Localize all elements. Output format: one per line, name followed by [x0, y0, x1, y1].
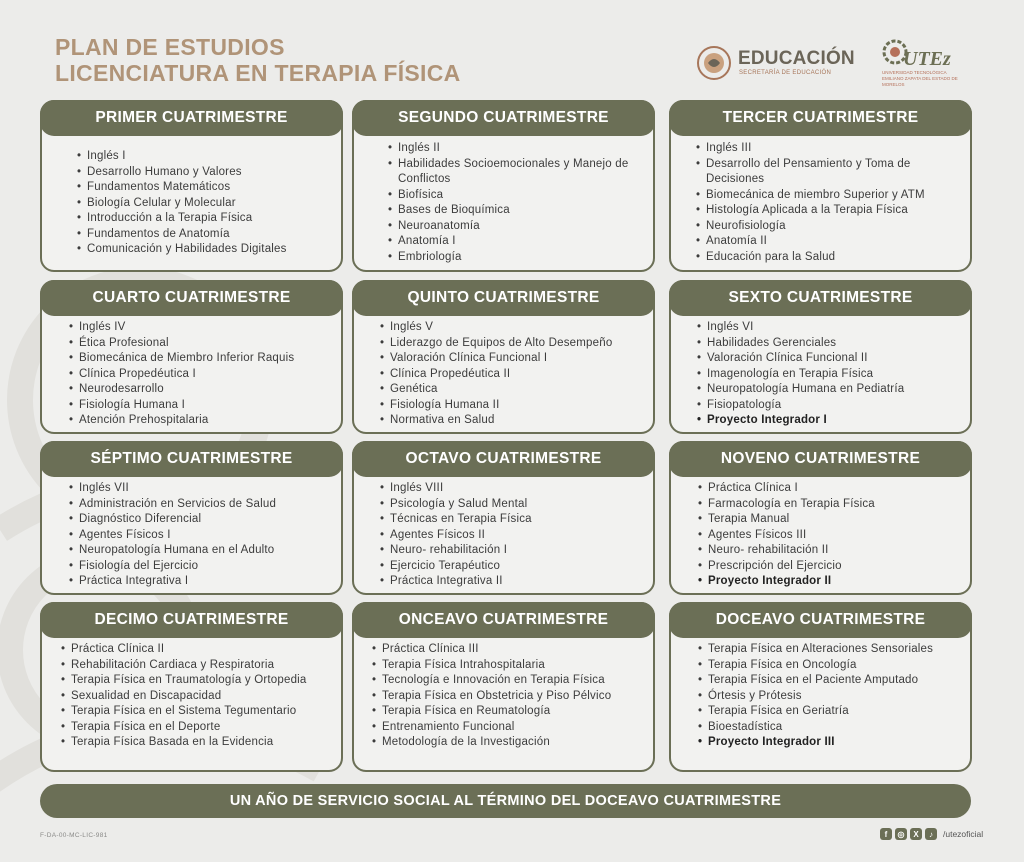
subject-item: • Tecnología e Innovación en Terapia Física	[372, 673, 649, 689]
subject-item: • Terapia Física en Geriatría	[698, 704, 966, 720]
term-card-6	[669, 280, 972, 434]
subject-item: • Órtesis y Prótesis	[698, 689, 966, 705]
subject-item: • Imagenología en Terapia Física	[697, 367, 966, 383]
subject-item: • Biomecánica de Miembro Inferior Raquis	[69, 351, 337, 367]
subject-item: • Valoración Clínica Funcional I	[380, 351, 649, 367]
subject-item: • Biomecánica de miembro Superior y ATM	[696, 188, 966, 204]
subject-item: • Fisiopatología	[697, 398, 966, 414]
subject-item-highlight: • Proyecto Integrador III	[698, 735, 966, 751]
subject-item: • Inglés VIII	[380, 481, 649, 497]
term-title: QUINTO CUATRIMESTRE	[352, 280, 655, 316]
subject-list	[69, 320, 337, 429]
subject-item: • Habilidades Gerenciales	[697, 336, 966, 352]
subject-item: • Ejercicio Terapéutico	[380, 559, 649, 575]
title-line-2: LICENCIATURA EN TERAPIA FÍSICA	[55, 60, 461, 86]
term-card-1	[40, 100, 343, 272]
subject-item: • Entrenamiento Funcional	[372, 720, 649, 736]
subject-list	[388, 141, 649, 265]
subject-item: • Liderazgo de Equipos de Alto Desempeño	[380, 336, 649, 352]
subject-item: • Terapia Física Intrahospitalaria	[372, 658, 649, 674]
title-line-1: PLAN DE ESTUDIOS	[55, 34, 285, 60]
tiktok-icon[interactable]: ♪	[925, 828, 937, 840]
subject-item: • Educación para la Salud	[696, 250, 966, 266]
subject-item: • Neuroanatomía	[388, 219, 649, 235]
subject-item: • Terapia Manual	[698, 512, 966, 528]
term-card-9	[669, 441, 972, 595]
subject-item: • Clínica Propedéutica I	[69, 367, 337, 383]
subject-item: • Terapia Física en el Deporte	[61, 720, 337, 736]
subject-item: • Práctica Integrativa I	[69, 574, 337, 590]
subject-item: • Neuro- rehabilitación II	[698, 543, 966, 559]
subject-item: • Inglés VI	[697, 320, 966, 336]
subject-item: • Prescripción del Ejercicio	[698, 559, 966, 575]
subject-item: • Fundamentos Matemáticos	[77, 180, 337, 196]
subject-item: • Metodología de la Investigación	[372, 735, 649, 751]
subject-item: • Inglés II	[388, 141, 649, 157]
subject-item: • Bioestadística	[698, 720, 966, 736]
subject-item: • Bases de Bioquímica	[388, 203, 649, 219]
subject-item: • Terapia Física en Alteraciones Sensoriales	[698, 642, 966, 658]
subject-item: • Terapia Física en Traumatología y Ortopedia	[61, 673, 337, 689]
term-card-5	[352, 280, 655, 434]
x-icon[interactable]: X	[910, 828, 922, 840]
educacion-logo-subtitle: SECRETARÍA DE EDUCACIÓN	[739, 70, 832, 76]
term-title: SEGUNDO CUATRIMESTRE	[352, 100, 655, 136]
subject-item: • Clínica Propedéutica II	[380, 367, 649, 383]
term-title: DOCEAVO CUATRIMESTRE	[669, 602, 972, 638]
subject-item: • Introducción a la Terapia Física	[77, 211, 337, 227]
document-code: F-DA-00-MC-LIC-981	[40, 832, 108, 839]
subject-list	[698, 481, 966, 590]
subject-list	[698, 642, 966, 751]
subject-list	[61, 642, 337, 751]
subject-item: • Desarrollo del Pensamiento y Toma de Decisiones	[696, 157, 966, 188]
term-card-2	[352, 100, 655, 272]
subject-item: • Neuro- rehabilitación I	[380, 543, 649, 559]
subject-item: • Diagnóstico Diferencial	[69, 512, 337, 528]
term-card-8	[352, 441, 655, 595]
subject-item: • Técnicas en Terapia Física	[380, 512, 649, 528]
term-title: SÉPTIMO CUATRIMESTRE	[40, 441, 343, 477]
subject-list	[696, 141, 966, 265]
subject-item: • Comunicación y Habilidades Digitales	[77, 242, 337, 258]
term-title: SEXTO CUATRIMESTRE	[669, 280, 972, 316]
term-title: DECIMO CUATRIMESTRE	[40, 602, 343, 638]
social-links	[880, 827, 983, 841]
subject-item: • Valoración Clínica Funcional II	[697, 351, 966, 367]
subject-item: • Fisiología Humana I	[69, 398, 337, 414]
header-logos	[696, 38, 966, 88]
social-service-banner: UN AÑO DE SERVICIO SOCIAL AL TÉRMINO DEL DOCEAVO CUATRIMESTRE	[40, 784, 971, 818]
subject-item: • Inglés IV	[69, 320, 337, 336]
subject-item: • Inglés V	[380, 320, 649, 336]
subject-item: • Biofísica	[388, 188, 649, 204]
subject-list	[697, 320, 966, 429]
subject-item: • Agentes Físicos II	[380, 528, 649, 544]
facebook-icon[interactable]: f	[880, 828, 892, 840]
subject-item: • Terapia Física en el Sistema Tegumentario	[61, 704, 337, 720]
term-title: OCTAVO CUATRIMESTRE	[352, 441, 655, 477]
subject-item: • Farmacología en Terapia Física	[698, 497, 966, 513]
government-seal-icon	[696, 44, 732, 82]
term-title: TERCER CUATRIMESTRE	[669, 100, 972, 136]
subject-item: • Fisiología Humana II	[380, 398, 649, 414]
subject-item: • Neuropatología Humana en Pediatría	[697, 382, 966, 398]
subject-item: • Anatomía I	[388, 234, 649, 250]
subject-item: • Terapia Física en Reumatología	[372, 704, 649, 720]
term-card-7	[40, 441, 343, 595]
subject-item: • Terapia Física en el Paciente Amputado	[698, 673, 966, 689]
term-card-12	[669, 602, 972, 772]
subject-item: • Práctica Clínica I	[698, 481, 966, 497]
subject-item: • Inglés I	[77, 149, 337, 165]
term-title: ONCEAVO CUATRIMESTRE	[352, 602, 655, 638]
educacion-logo-text: EDUCACIÓN	[738, 48, 855, 69]
term-card-10	[40, 602, 343, 772]
subject-item: • Biología Celular y Molecular	[77, 196, 337, 212]
subject-item-highlight: • Proyecto Integrador I	[697, 413, 966, 429]
subject-item: • Rehabilitación Cardiaca y Respiratoria	[61, 658, 337, 674]
subject-list	[372, 642, 649, 751]
subject-item: • Normativa en Salud	[380, 413, 649, 429]
subject-item: • Inglés III	[696, 141, 966, 157]
subject-item: • Terapia Física Basada en la Evidencia	[61, 735, 337, 751]
instagram-icon[interactable]: ◎	[895, 828, 907, 840]
subject-list	[77, 149, 337, 258]
term-card-3	[669, 100, 972, 272]
utez-logo-subtitle: UNIVERSIDAD TECNOLÓGICA EMILIANO ZAPATA DEL ESTADO DE MORELOS	[882, 70, 958, 87]
subject-item: • Terapia Física en Obstetricia y Piso Pélvico	[372, 689, 649, 705]
utez-logo-text: UTEz	[903, 48, 951, 70]
subject-list	[69, 481, 337, 590]
subject-item: • Práctica Clínica II	[61, 642, 337, 658]
subject-item: • Agentes Físicos I	[69, 528, 337, 544]
subject-item: • Fundamentos de Anatomía	[77, 227, 337, 243]
subject-item: • Terapia Física en Oncología	[698, 658, 966, 674]
subject-item: • Neurofisiología	[696, 219, 966, 235]
subject-item-highlight: • Proyecto Integrador II	[698, 574, 966, 590]
subject-item: • Neuropatología Humana en el Adulto	[69, 543, 337, 559]
subject-item: • Agentes Físicos III	[698, 528, 966, 544]
term-title: CUARTO CUATRIMESTRE	[40, 280, 343, 316]
subject-item: • Atención Prehospitalaria	[69, 413, 337, 429]
page-title	[55, 34, 461, 86]
subject-item: • Fisiología del Ejercicio	[69, 559, 337, 575]
subject-item: • Práctica Integrativa II	[380, 574, 649, 590]
subject-item: • Sexualidad en Discapacidad	[61, 689, 337, 705]
term-title: NOVENO CUATRIMESTRE	[669, 441, 972, 477]
subject-item: • Inglés VII	[69, 481, 337, 497]
subject-item: • Neurodesarrollo	[69, 382, 337, 398]
subject-item: • Administración en Servicios de Salud	[69, 497, 337, 513]
subject-item: • Habilidades Socioemocionales y Manejo de Conflictos	[388, 157, 649, 188]
term-title: PRIMER CUATRIMESTRE	[40, 100, 343, 136]
subject-item: • Genética	[380, 382, 649, 398]
subject-item: • Desarrollo Humano y Valores	[77, 165, 337, 181]
subject-item: • Histología Aplicada a la Terapia Física	[696, 203, 966, 219]
social-handle[interactable]: /utezoficial	[943, 829, 984, 839]
subject-item: • Psicología y Salud Mental	[380, 497, 649, 513]
subject-list	[380, 481, 649, 590]
term-card-4	[40, 280, 343, 434]
subject-item: • Práctica Clínica III	[372, 642, 649, 658]
subject-item: • Anatomía II	[696, 234, 966, 250]
term-card-11	[352, 602, 655, 772]
subject-item: • Ética Profesional	[69, 336, 337, 352]
subject-item: • Embriología	[388, 250, 649, 266]
subject-list	[380, 320, 649, 429]
